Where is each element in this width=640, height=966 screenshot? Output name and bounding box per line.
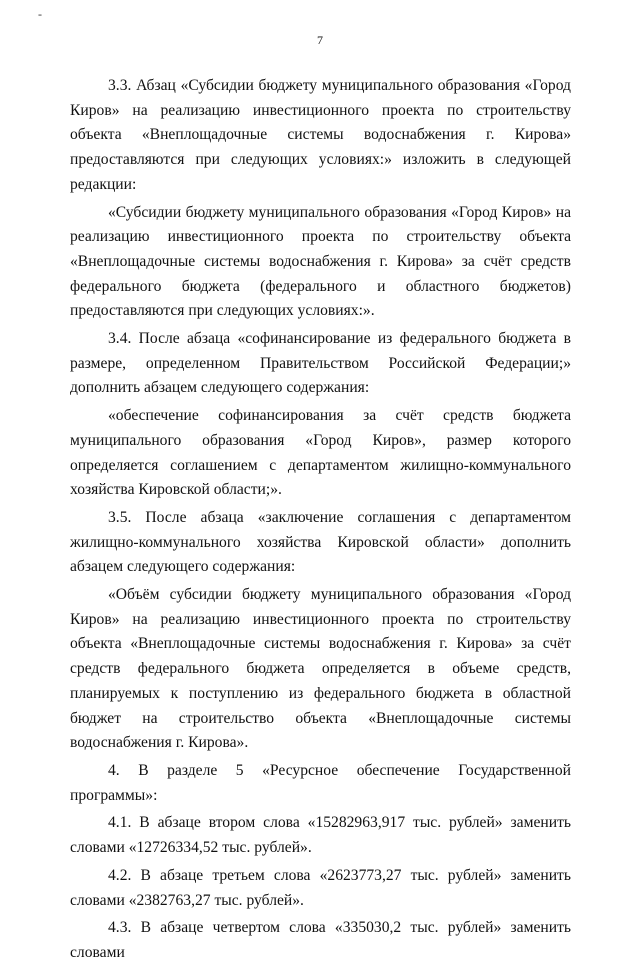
paragraph-3-3: 3.3. Абзац «Субсидии бюджету муниципального образования «Город Киров» на реализацию инвестиционного проекта по строительству объекта «Внеплощадочные системы водоснабжения г. Кирова» предоставляются при следующих условиях:» изложить в следующей редакции: bbox=[70, 77, 571, 193]
paragraph-3-3-new-text: «Субсидии бюджету муниципального образования «Город Киров» на реализацию инвестиционного проекта по строительству объекта «Внеплощадочные системы водоснабжения г. Кирова» за счёт средств федерального бюджета (федерального и областного бюджетов) предоставляются при следующих условиях:». bbox=[70, 203, 571, 320]
paragraph-4-3: 4.3. В абзаце четвертом слова «335030,2 тыс. рублей» заменить словами bbox=[70, 919, 571, 961]
document-body bbox=[70, 74, 571, 966]
paragraph-3-5: 3.5. После абзаца «заключение соглашения с департаментом жилищно-коммунального хозяйства Кировской области» дополнить абзацем следующего содержания: bbox=[70, 508, 571, 576]
paragraph-3-4-new-text: «обеспечение софинансирования за счёт средств бюджета муниципального образования «Город Киров», размер которого определяется соглашением с департаментом жилищно-коммунального хозяйства Кировской области;». bbox=[70, 407, 571, 499]
paragraph-3-4: 3.4. После абзаца «софинансирование из федерального бюджета в размере, определенном Правительством Российской Федерации;» дополнить абзацем следующего содержания: bbox=[70, 330, 571, 397]
paragraph-4-1: 4.1. В абзаце втором слова «15282963,917 тыс. рублей» заменить словами «12726334,52 тыс. рублей». bbox=[70, 814, 571, 857]
page-number: 7 bbox=[317, 33, 323, 47]
scan-mark: - bbox=[38, 7, 42, 21]
paragraph-4-2: 4.2. В абзаце третьем слова «2623773,27 тыс. рублей» заменить словами «2382763,27 тыс. рублей». bbox=[70, 866, 571, 909]
paragraph-4: 4. В разделе 5 «Ресурсное обеспечение Государственной программы»: bbox=[70, 761, 571, 804]
paragraph-3-5-new-text: «Объём субсидии бюджету муниципального образования «Город Киров» на реализацию инвестиционного проекта по строительству объекта «Внеплощадочные системы водоснабжения г. Кирова» за счёт средств федерального бюджета определяется в объеме средств, планируемых к поступлению из федерального бюджета в областной бюджет на строительство объекта «Внеплощадочные системы водоснабжения г. Кирова». bbox=[70, 586, 571, 752]
